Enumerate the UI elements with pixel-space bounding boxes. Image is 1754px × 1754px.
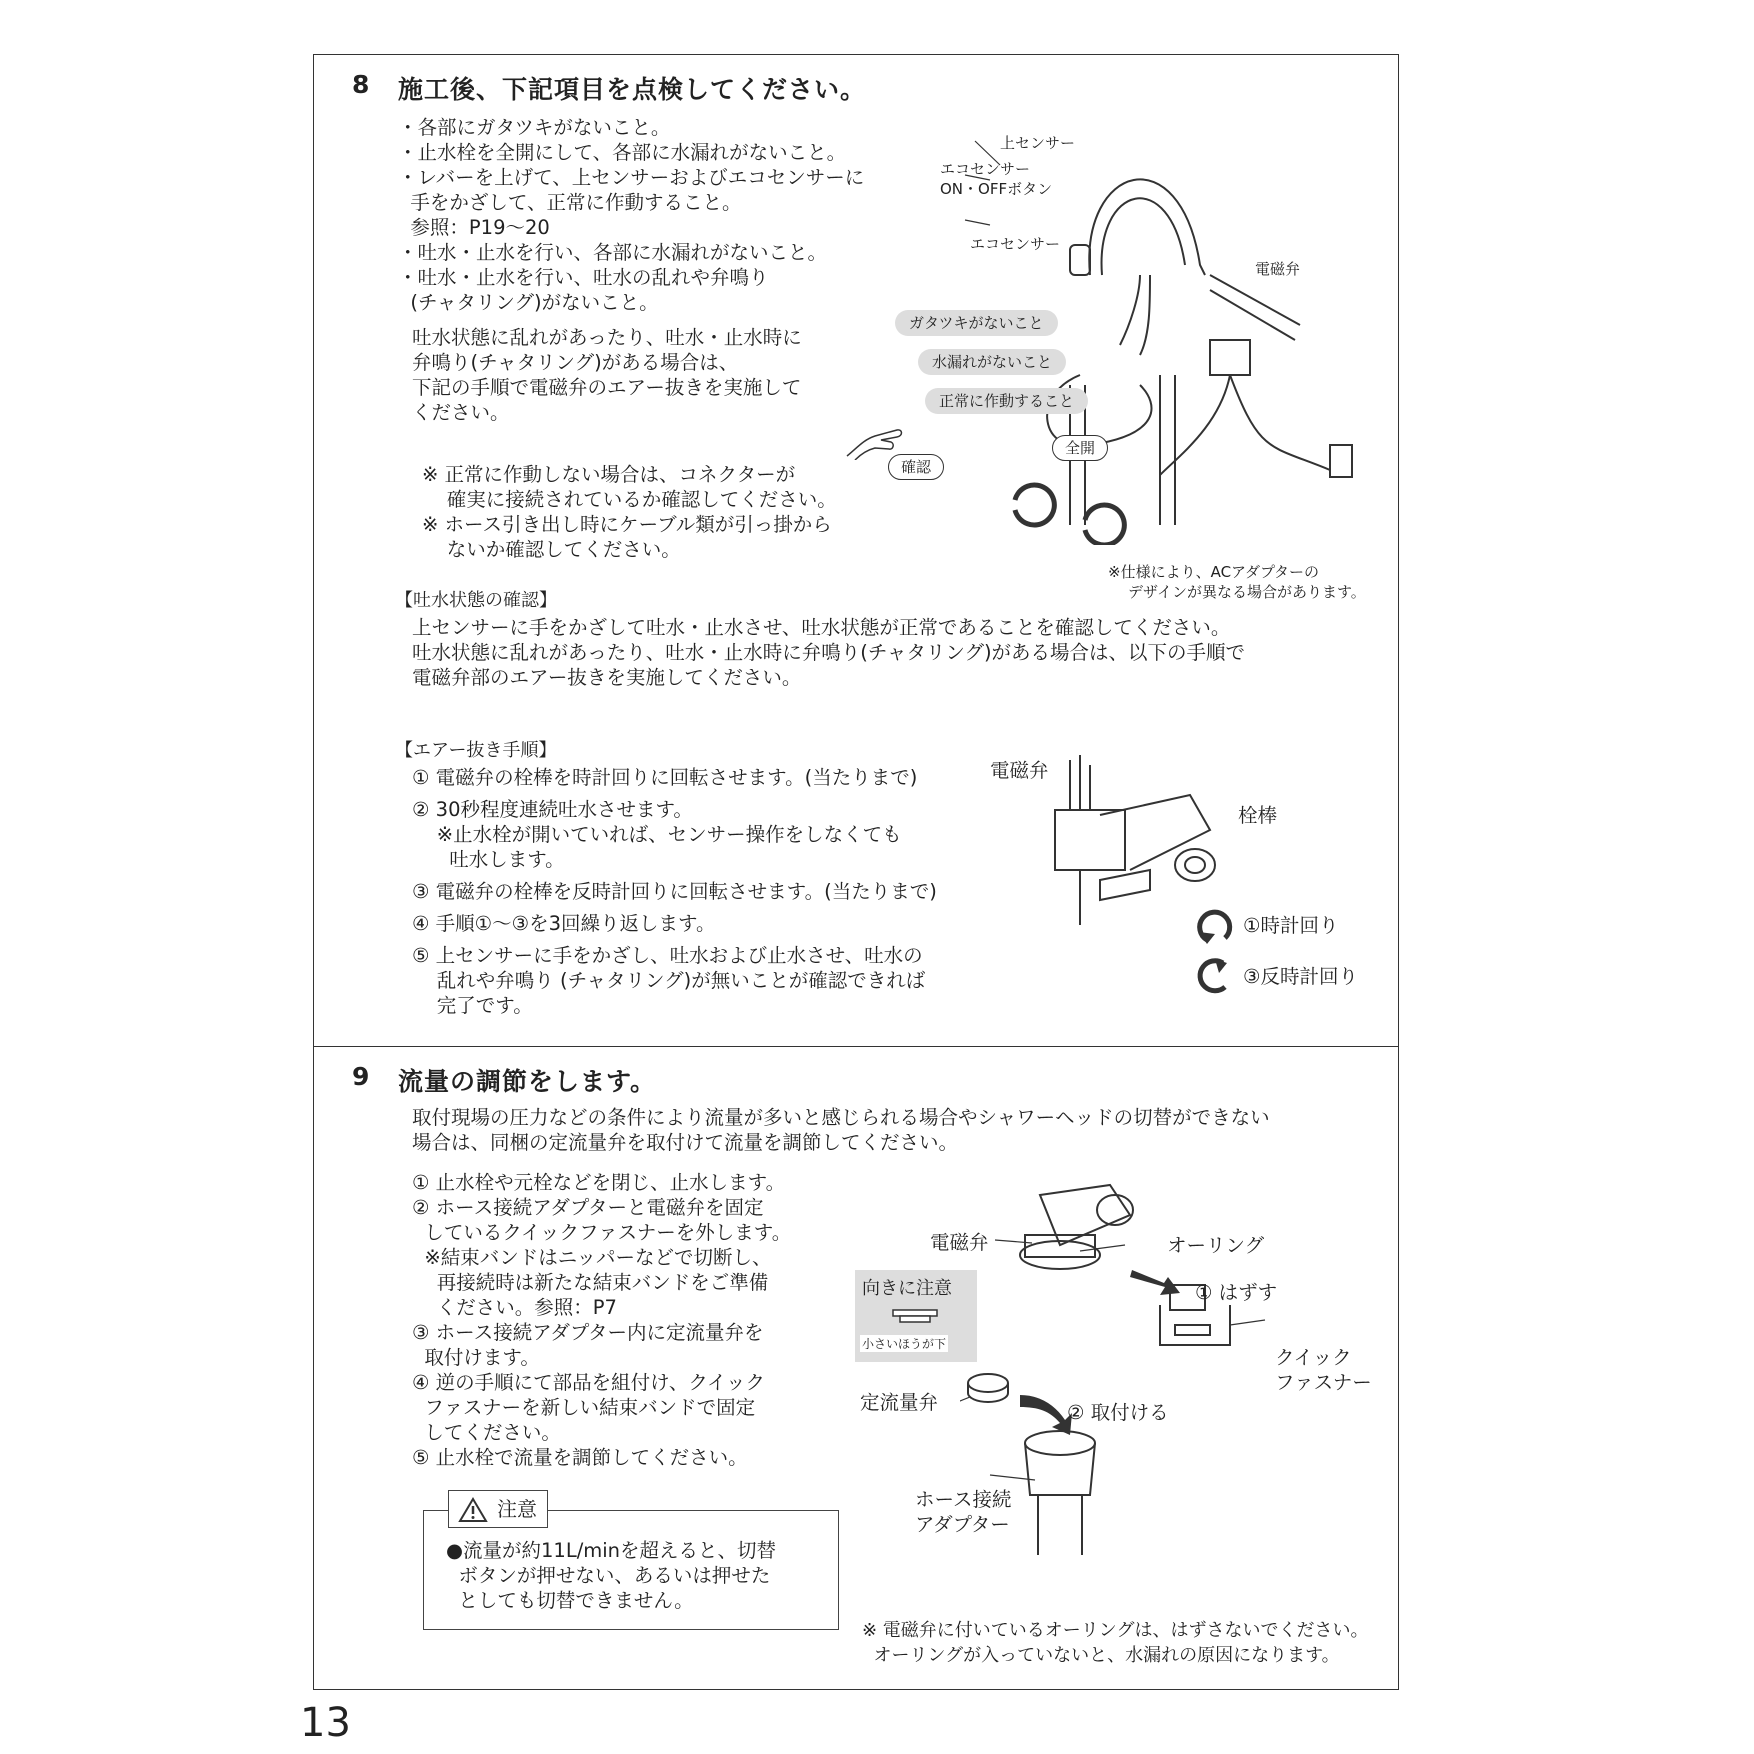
confirm-oval: 確認: [888, 454, 944, 480]
air-step: ② 30秒程度連続吐水させます。: [412, 798, 693, 821]
caution-text: [446, 1538, 776, 1613]
air-step: 完了です。: [412, 994, 533, 1017]
bullet-line: ・各部にガタツキがないこと。: [398, 116, 671, 139]
cw-label: ①時計回り: [1243, 914, 1339, 937]
pill-no-wobble: ガタツキがないこと: [895, 310, 1058, 336]
flow-label-valve: 定流量弁: [860, 1391, 939, 1414]
label-upper-sensor: 上センサー: [1000, 134, 1076, 152]
flow-label-hose-1: ホース接続: [915, 1488, 1012, 1511]
flow-label-remove: ① はずす: [1195, 1281, 1278, 1304]
section8-paragraph: [412, 325, 802, 425]
warning-icon: [458, 1497, 488, 1523]
section9-title: 流量の調節をします。: [398, 1067, 657, 1096]
s9-step: 再接続時は新たな結束バンドをご準備: [412, 1271, 769, 1294]
intro-line: 場合は、同梱の定流量弁を取付けて流量を調節してください。: [412, 1131, 959, 1154]
air-step: 吐水します。: [412, 848, 565, 871]
s9-step: ファスナーを新しい結束バンドで固定: [412, 1396, 756, 1419]
caution-line: ●流量が約11L/minを超えると、切替: [446, 1539, 777, 1562]
air-step: ⑤ 上センサーに手をかざし、吐水および止水させ、吐水の: [412, 944, 923, 967]
flow-label-solenoid: 電磁弁: [930, 1231, 989, 1254]
section9-number: 9: [352, 1062, 371, 1091]
hand-icon: [845, 418, 905, 460]
note-line: 確実に接続されているか確認してください。: [422, 488, 837, 511]
valve-orientation-icon: [890, 1308, 940, 1328]
flow-label-quick-2: ファスナー: [1275, 1371, 1372, 1394]
bullet-line: 参照：P19～20: [398, 216, 550, 239]
s9-step: ください。参照：P7: [412, 1296, 617, 1319]
para-line: ください。: [412, 401, 510, 424]
flow-label-hose-2: アダプター: [915, 1513, 1010, 1536]
check-line: 電磁弁部のエアー抜きを実施してください。: [412, 666, 802, 689]
section8-bullets: [398, 115, 864, 315]
check-heading: 【吐水状態の確認】: [395, 590, 557, 611]
page-number: 13: [300, 1700, 351, 1746]
check-text: [412, 615, 1245, 690]
section9-steps: [412, 1170, 791, 1470]
bullet-line: (チャタリング)がないこと。: [398, 291, 659, 314]
caution-line: としても切替できません。: [446, 1589, 694, 1612]
label-eco-button-1: エコセンサー: [940, 160, 1031, 178]
section9-intro: [412, 1105, 1270, 1155]
air-step: ① 電磁弁の栓棒を時計回りに回転させます。(当たりまで): [412, 766, 918, 789]
air-step: ④ 手順①～③を3回繰り返します。: [412, 912, 716, 935]
label-solenoid: 電磁弁: [1255, 260, 1301, 278]
air-steps: [412, 765, 937, 1018]
caution-line: ボタンが押せない、あるいは押せた: [446, 1564, 771, 1587]
s9-step: 取付けます。: [412, 1346, 540, 1369]
ccw-label: ③反時計回り: [1243, 965, 1358, 988]
section8-notes: [422, 462, 837, 562]
check-line: 上センサーに手をかざして吐水・止水させ、吐水状態が正常であることを確認してください。: [412, 616, 1231, 639]
flow-label-quick-1: クイック: [1275, 1346, 1352, 1369]
bullet-line: ・吐水・止水を行い、吐水の乱れや弁鳴り: [398, 266, 769, 289]
s9-step: してください。: [412, 1421, 561, 1444]
para-line: 弁鳴り(チャタリング)がある場合は、: [412, 351, 739, 374]
adapter-note-2: デザインが異なる場合があります。: [1128, 583, 1366, 601]
full-open-oval: 全開: [1052, 435, 1108, 461]
intro-line: 取付現場の圧力などの条件により流量が多いと感じられる場合やシャワーヘッドの切替ができない: [412, 1106, 1270, 1129]
para-line: 吐水状態に乱れがあったり、吐水・止水時に: [412, 326, 802, 349]
footnote-line: オーリングが入っていないと、水漏れの原因になります。: [862, 1645, 1340, 1666]
valve-label-rod: 栓棒: [1238, 804, 1278, 827]
air-step: ※止水栓が開いていれば、センサー操作をしなくても: [412, 823, 902, 846]
s9-step: ① 止水栓や元栓などを閉じ、止水します。: [412, 1171, 786, 1194]
pill-no-leak: 水漏れがないこと: [918, 349, 1066, 375]
caution-title: 注意: [497, 1497, 537, 1521]
section8-title: 施工後、下記項目を点検してください。: [398, 75, 867, 104]
s9-step: ④ 逆の手順にて部品を組付け、クイック: [412, 1371, 766, 1394]
note-line: ※ 正常に作動しない場合は、コネクターが: [422, 463, 796, 486]
clockwise-arrow-icon: [1195, 906, 1235, 946]
s9-step: ⑤ 止水栓で流量を調節してください。: [412, 1446, 748, 1469]
s9-step: ② ホース接続アダプターと電磁弁を固定: [412, 1196, 764, 1219]
pill-works-properly: 正常に作動すること: [925, 388, 1088, 414]
note-line: ※ ホース引き出し時にケーブル類が引っ掛から: [422, 513, 832, 536]
label-eco-sensor: エコセンサー: [970, 235, 1061, 253]
s9-step: ※結束バンドはニッパーなどで切断し、: [412, 1246, 772, 1269]
bullet-line: 手をかざして、正常に作動すること。: [398, 191, 742, 214]
valve-label-solenoid: 電磁弁: [990, 759, 1049, 782]
bullet-line: ・レバーを上げて、上センサーおよびエコセンサーに: [398, 166, 865, 189]
flow-label-oring: オーリング: [1167, 1234, 1265, 1257]
flow-label-attach: ② 取付ける: [1067, 1401, 1169, 1424]
counterclockwise-arrow-icon: [1195, 957, 1235, 997]
small-side-label: 小さいほうが下: [862, 1337, 947, 1351]
note-line: ないか確認してください。: [422, 538, 681, 561]
air-step: ③ 電磁弁の栓棒を反時計回りに回転させます。(当たりまで): [412, 880, 937, 903]
section-divider: [313, 1046, 1399, 1047]
bullet-line: ・吐水・止水を行い、各部に水漏れがないこと。: [398, 241, 828, 264]
check-line: 吐水状態に乱れがあったり、吐水・止水時に弁鳴り(チャタリング)がある場合は、以下の手順で: [412, 641, 1246, 664]
air-heading: 【エアー抜き手順】: [395, 740, 557, 761]
bullet-line: ・止水栓を全開にして、各部に水漏れがないこと。: [398, 141, 847, 164]
orientation-title: 向きに注意: [862, 1278, 952, 1299]
footnote-line: ※ 電磁弁に付いているオーリングは、はずさないでください。: [862, 1620, 1369, 1641]
para-line: 下記の手順で電磁弁のエアー抜きを実施して: [412, 376, 802, 399]
section8-number: 8: [352, 70, 371, 99]
adapter-note-1: ※仕様により、ACアダプターの: [1108, 563, 1319, 581]
label-eco-button-2: ON・OFFボタン: [940, 180, 1053, 198]
section9-footnote: [862, 1618, 1368, 1668]
s9-step: ③ ホース接続アダプター内に定流量弁を: [412, 1321, 764, 1344]
s9-step: しているクイックファスナーを外します。: [412, 1221, 792, 1244]
air-step: 乱れや弁鳴り (チャタリング)が無いことが確認できれば: [412, 969, 926, 992]
valve-diagram: [1040, 750, 1230, 930]
